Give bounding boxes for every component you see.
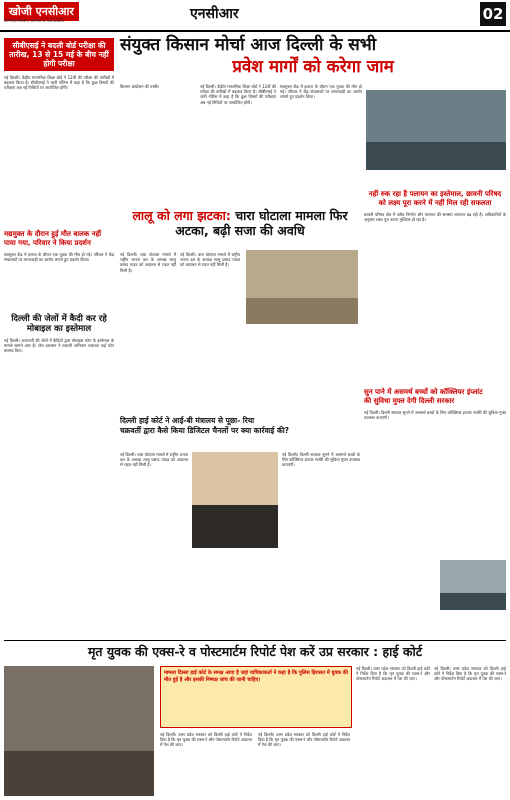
bottom-photo xyxy=(4,666,154,796)
mid-right-photo xyxy=(440,560,506,610)
dateline: दिल्ली/एनसीआर, शनिवार 4 मार्च 2024 xyxy=(4,18,64,23)
mid-headline-line2: चक्रवर्ती द्वारा कैसे किया डिजिटल चैनलों पर क्या कार्रवाई की? xyxy=(120,426,290,435)
mid-right-body: नई दिल्ली। दिल्ली सरकार सुनने में असमर्थ बच्चों के लिए कॉक्लियर इंप्लांट सर्जरी की सुविधा मुफ्त उपलब्ध कराएगी। xyxy=(364,410,506,421)
right-top-body: छावनी परिषद क्षेत्र में अवैध निर्माण और पलायन की समस्या लगातार बढ़ रही है। अधिकारियों के अनुसार लक्ष्य पूरा करना मुश्किल हो रहा है। xyxy=(364,212,506,223)
rhea-photo xyxy=(192,452,278,548)
center-body-col2: नई दिल्ली। चारा घोटाला मामले में राष्ट्रीय जनता दल के अध्यक्ष लालू प्रसाद यादव को अदालत से राहत नहीं मिली है। xyxy=(180,252,240,268)
mid-body-col2: नई दिल्ली। दिल्ली सरकार सुनने में असमर्थ बच्चों के लिए कॉक्लियर इंप्लांट सर्जरी की सुविधा मुफ्त उपलब्ध कराएगी। xyxy=(282,452,360,468)
left-bottom-headline: दिल्ली की जेलों में कैदी कर रहे मोबाइल का इस्तेमाल xyxy=(11,314,107,334)
bottom-body-col3: नई दिल्ली। उत्तर प्रदेश सरकार को दिल्ली हाई कोर्ट ने निर्देश दिया है कि मृत युवक की एक्स-रे और पोस्टमार्टम रिपोर्ट अदालत में पेश की जाए। xyxy=(356,666,430,682)
center-headline xyxy=(120,208,360,238)
left-mid-story xyxy=(4,230,114,312)
paper-name: खोजी एनसीआर xyxy=(4,2,79,21)
lead-body-col1: किसान आंदोलन की तस्वीर xyxy=(120,84,159,89)
lead-body-col2: नई दिल्ली। केंद्रीय माध्यमिक शिक्षा बोर्ड ने 12वीं की परीक्षा की तारीखों में बदलाव किया है। सीबीएसई ने जारी नोटिस में कहा है कि कुछ विषयों की परीक्षाएं अब नई तिथियों पर आयोजित होंगी। xyxy=(200,84,276,105)
page-number: 02 xyxy=(480,2,506,26)
right-top-headline: नहीं रुक रहा है पलायन का इस्तेमाल, छावनी परिषद को लक्ष्य पूरा करने में नहीं मिल रही सफलता xyxy=(368,190,502,207)
bottom-quote-box xyxy=(160,666,352,728)
left-top-story xyxy=(4,38,114,235)
mid-story xyxy=(120,416,360,436)
bottom-story xyxy=(4,644,506,660)
mid-right-headline-line1: सुन पाने में असमर्थ बच्चों को कॉक्लियर इंप्लांट xyxy=(364,388,483,396)
lead-photo xyxy=(366,90,506,170)
center-photo xyxy=(246,250,358,324)
bottom-body-col2: नई दिल्ली। उत्तर प्रदेश सरकार को दिल्ली हाई कोर्ट ने निर्देश दिया है कि मृत युवक की एक्स-रे और पोस्टमार्टम रिपोर्ट अदालत में पेश की जाए। xyxy=(258,732,350,748)
mid-right-story xyxy=(364,388,506,560)
left-top-headline: सीबीएसई ने बदली बोर्ड परीक्षा की तारीख, 13 से 15 मई के बीच नहीं होगी परीक्षा xyxy=(4,38,114,71)
center-body-col1: नई दिल्ली। चारा घोटाला मामले में राष्ट्रीय जनता दल के अध्यक्ष लालू प्रसाद यादव को अदालत से राहत नहीं मिली है। xyxy=(120,252,176,273)
section-title: एनसीआर xyxy=(190,6,239,22)
masthead xyxy=(0,0,510,32)
bottom-quote: मामला दिल्ला हाई कोर्ट के समक्ष आया है जहां याचिकाकर्ता ने कहा है कि पुलिस हिरासत में युवक की मौत हुई है और इसकी निष्पक्ष जांच की जानी चाहिए। xyxy=(164,670,348,683)
mid-body-col1: नई दिल्ली। चारा घोटाला मामले में राष्ट्रीय जनता दल के अध्यक्ष लालू प्रसाद यादव को अदालत से राहत नहीं मिली है। xyxy=(120,452,188,468)
mid-headline-line1: दिल्ली हाई कोर्ट ने आई-बी मंत्रालय से पूछा- रिया xyxy=(120,416,255,425)
lead-body-col3: मद्यमुक्त केंद्र में इलाज के दौरान एक युवक की मौत हो गई। परिवार ने केंद्र संचालकों पर लापरवाही का आरोप लगाते हुए प्रदर्शन किया। xyxy=(280,84,362,100)
bottom-divider xyxy=(4,640,506,641)
mid-right-headline-line2: की सुविधा मुफ्त देगी दिल्ली सरकार xyxy=(364,397,455,405)
left-mid-body: मद्यमुक्त केंद्र में इलाज के दौरान एक युवक की मौत हो गई। परिवार ने केंद्र संचालकों पर लापरवाही का आरोप लगाते हुए प्रदर्शन किया। xyxy=(4,252,114,263)
bottom-headline: मृत युवक की एक्स-रे व पोस्टमार्टम रिपोर्ट पेश करें उप्र सरकार : हाई कोर्ट xyxy=(87,644,423,659)
lead-headline-line2: प्रवेश मार्गों को करेगा जाम xyxy=(232,57,394,77)
bottom-body-col1: नई दिल्ली। उत्तर प्रदेश सरकार को दिल्ली हाई कोर्ट ने निर्देश दिया है कि मृत युवक की एक्स-रे और पोस्टमार्टम रिपोर्ट अदालत में पेश की जाए। xyxy=(160,732,252,748)
left-top-body: नई दिल्ली। केंद्रीय माध्यमिक शिक्षा बोर्ड ने 12वीं की परीक्षा की तारीखों में बदलाव किया है। सीबीएसई ने जारी नोटिस में कहा है कि कुछ विषयों की परीक्षाएं अब नई तिथियों पर आयोजित होंगी। xyxy=(4,75,114,91)
left-bottom-story xyxy=(4,314,114,458)
left-mid-headline: मद्यमुक्त के दौरान हुई मौत बालक नहीं पाया गया, परिवार ने किया प्रदर्शन xyxy=(4,230,102,247)
bottom-body-col4: नई दिल्ली। उत्तर प्रदेश सरकार को दिल्ली हाई कोर्ट ने निर्देश दिया है कि मृत युवक की एक्स-रे और पोस्टमार्टम रिपोर्ट अदालत में पेश की जाए। xyxy=(434,666,506,682)
center-headline-black: चारा घोटाला मामला फिर अटका, बढ़ी सजा की अवधि xyxy=(175,208,348,238)
lead-headline xyxy=(120,34,506,78)
left-bottom-body: नई दिल्ली। राजधानी की जेलों में कैदियों द्वारा मोबाइल फोन के इस्तेमाल के मामले सामने आए हैं। जेल प्रशासन ने तलाशी अभियान चलाकर कई फोन बरामद किए। xyxy=(4,338,114,354)
lead-headline-line1: संयुक्त किसान मोर्चा आज दिल्ली के सभी xyxy=(120,35,377,55)
right-top-story xyxy=(364,190,506,402)
center-headline-red: लालू को लगा झटका: xyxy=(132,208,231,223)
center-story xyxy=(120,208,360,238)
